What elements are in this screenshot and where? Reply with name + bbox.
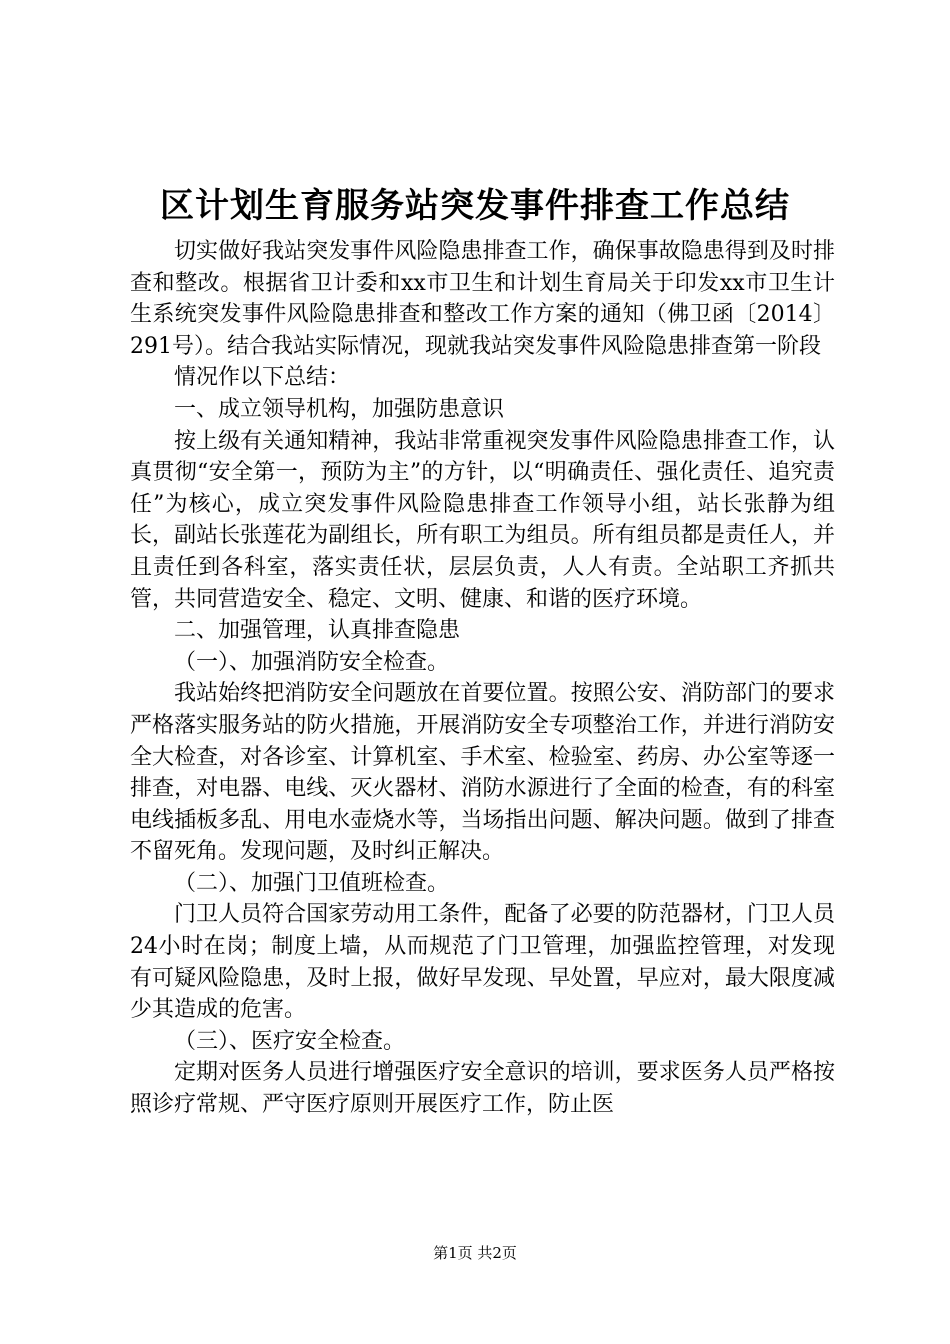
subsection-heading-guard: （二）、加强门卫值班检查。 — [174, 870, 450, 896]
paragraph-leadership: 按上级有关通知精神，我站非常重视突发事件风险隐患排查工作，认真贯彻“安全第一，预防为主”的方针，以“明确责任、强化责任、追究责任”为核心，成立突发事件风险隐患排查工作领导小组，站长张静为组长，副站长张莲花为副组长，所有职工为组员。所有组员都是责任人，并且责任到各科室，落实责任状，层层负责，人人有责。全站职工齐抓共管，共同营造安全、稳定、文明、健康、和谐的医疗环境。 — [130, 428, 835, 612]
document-body — [130, 236, 835, 1121]
section-heading-2: 二、加强管理，认真排查隐患 — [174, 618, 461, 644]
subsection-heading-medical: （三）、医疗安全检查。 — [174, 1028, 406, 1054]
paragraph-summary-lead: 情况作以下总结： — [174, 365, 351, 391]
paragraph-guard-duty: 门卫人员符合国家劳动用工条件，配备了必要的防范器材，门卫人员24小时在岗；制度上墙，从而规范了门卫管理，加强监控管理，对发现有可疑风险隐患，及时上报，做好早发现、早处置，早应对，最大限度减少其造成的危害。 — [130, 902, 835, 1023]
subsection-heading-fire: （一）、加强消防安全检查。 — [174, 649, 450, 675]
paragraph-intro: 切实做好我站突发事件风险隐患排查工作，确保事故隐患得到及时排查和整改。根据省卫计委和xx市卫生和计划生育局关于印发xx市卫生计生系统突发事件风险隐患排查和整改工作方案的通知（佛卫函〔2014〕291号）。结合我站实际情况，现就我站突发事件风险隐患排查第一阶段 — [130, 239, 835, 359]
paragraph-medical-safety: 定期对医务人员进行增强医疗安全意识的培训，要求医务人员严格按照诊疗常规、严守医疗原则开展医疗工作，防止医 — [130, 1060, 835, 1118]
paragraph-fire-safety: 我站始终把消防安全问题放在首要位置。按照公安、消防部门的要求严格落实服务站的防火措施，开展消防安全专项整治工作，并进行消防安全大检查，对各诊室、计算机室、手术室、检验室、药房、办公室等逐一排查，对电器、电线、灭火器材、消防水源进行了全面的检查，有的科室电线插板多乱、用电水壶烧水等，当场指出问题、解决问题。做到了排查不留死角。发现问题，及时纠正解决。 — [130, 681, 835, 865]
section-heading-1: 一、成立领导机构，加强防患意识 — [174, 396, 505, 422]
page-footer: 第1页 共2页 — [433, 1244, 517, 1262]
document-title: 区计划生育服务站突发事件排查工作总结 — [160, 186, 790, 226]
